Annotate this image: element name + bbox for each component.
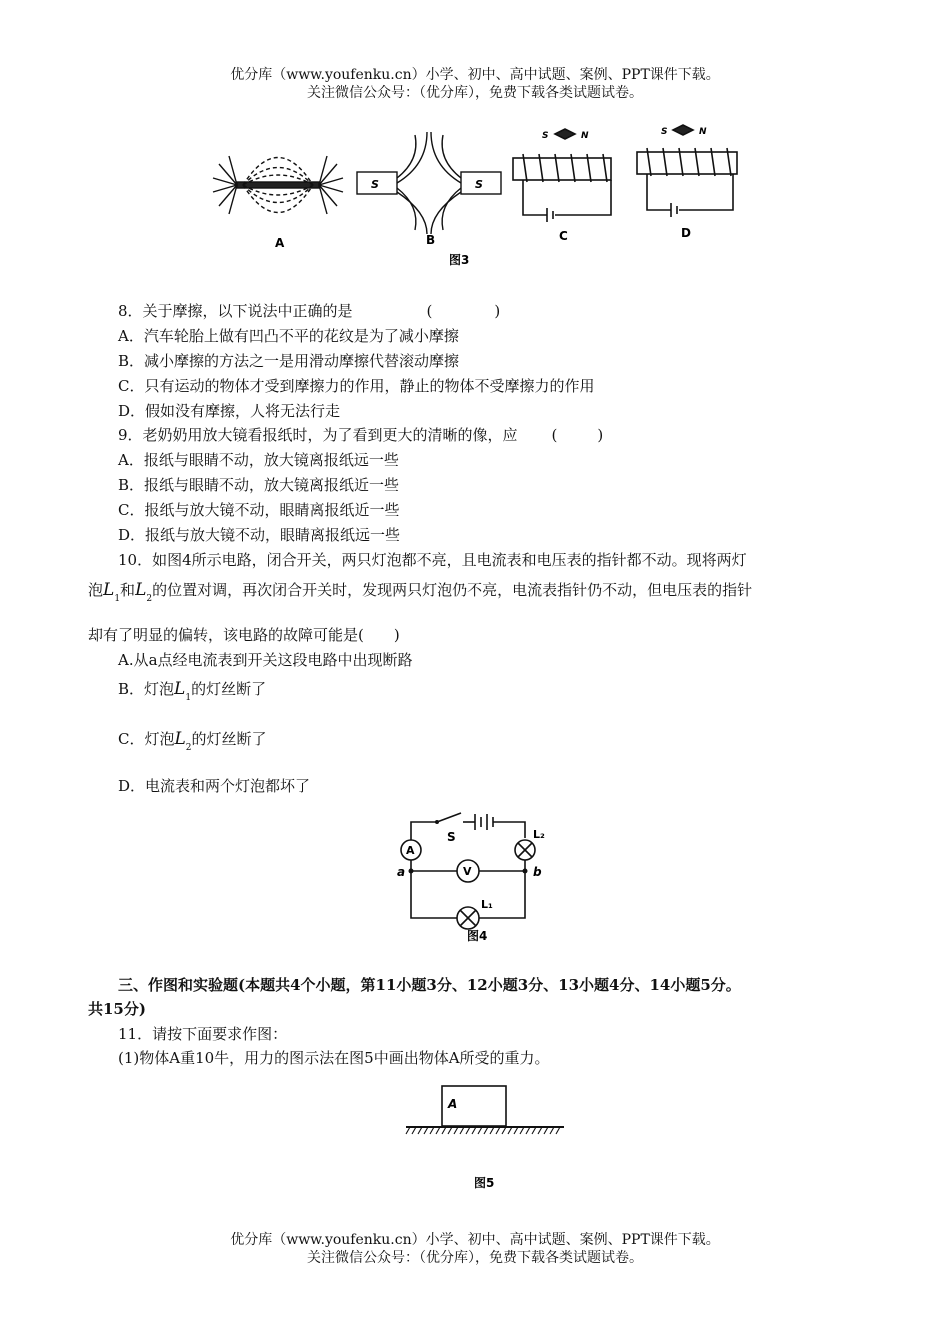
figure-4-lamp-2-label: L₂ bbox=[533, 828, 545, 841]
figure-3-d-compass-s: S bbox=[661, 127, 668, 137]
q9-answer-blank: ( bbox=[551, 426, 558, 444]
figure-4-node-b: b bbox=[533, 865, 542, 879]
q8-stem-row: 8．关于摩擦，以下说法中正确的是 ( ) bbox=[118, 302, 501, 320]
q9-option-d: D．报纸与放大镜不动，眼睛离报纸远一些 bbox=[118, 526, 401, 544]
q10-option-a: A.从a点经电流表到开关这段电路中出现断路 bbox=[118, 651, 413, 669]
q10-line-3: 却有了明显的偏转，该电路的故障可能是( ) bbox=[88, 626, 400, 644]
q8-option-c: C．只有运动的物体才受到摩擦力的作用，静止的物体不受摩擦力的作用 bbox=[118, 377, 595, 395]
q10-option-c: C．灯泡$L_2$的灯丝断了 bbox=[118, 729, 267, 753]
q10-option-c-l2-symbol: $L_2$ bbox=[174, 729, 192, 753]
header-line-2: 关注微信公众号：（优分库），免费下载各类试题试卷。 bbox=[307, 85, 643, 101]
figure-3 bbox=[205, 120, 750, 270]
figure-5-object-label: A bbox=[448, 1097, 458, 1111]
q10-option-d: D．电流表和两个灯泡都坏了 bbox=[118, 777, 311, 795]
q8-option-a: A．汽车轮胎上做有凹凸不平的花纹是为了减小摩擦 bbox=[118, 327, 459, 345]
figure-3-label-c: C bbox=[559, 229, 568, 243]
figure-3-c-solenoid bbox=[513, 129, 611, 222]
q8-option-d: D．假如没有摩擦，人将无法行走 bbox=[118, 402, 341, 420]
figure-4-lamp-1-label: L₁ bbox=[481, 898, 493, 911]
q10-l1-symbol: $L_1$ bbox=[103, 580, 121, 604]
figure-4-voltmeter-label: V bbox=[463, 865, 472, 878]
figure-4-node-a: a bbox=[397, 865, 406, 879]
q9-option-b: B．报纸与眼睛不动，放大镜离报纸近一些 bbox=[118, 476, 400, 494]
figure-3-label-d: D bbox=[681, 226, 691, 240]
figure-3-label-b: B bbox=[426, 233, 436, 247]
figure-3-label-a: A bbox=[275, 236, 285, 250]
figure-3-c-compass-s: S bbox=[542, 131, 549, 141]
figure-5 bbox=[400, 1082, 570, 1194]
q9-option-a: A．报纸与眼睛不动，放大镜离报纸远一些 bbox=[118, 451, 399, 469]
figure-3-d-solenoid bbox=[637, 125, 737, 217]
section-3-title-cont: 共15分) bbox=[88, 1000, 146, 1018]
footer-line-1: 优分库（www.youfenku.cn）小学、初中、高中试题、案例、PPT课件下载。 bbox=[230, 1232, 720, 1248]
q10-option-b: B．灯泡$L_1$的灯丝断了 bbox=[118, 679, 267, 703]
figure-3-caption: 图3 bbox=[449, 253, 470, 267]
figure-4 bbox=[395, 808, 555, 943]
q10-l2-symbol: $L_2$ bbox=[135, 580, 153, 604]
figure-4-ammeter-label: A bbox=[406, 844, 415, 857]
figure-3-b-right-pole: S bbox=[475, 178, 483, 191]
q9-option-c: C．报纸与放大镜不动，眼睛离报纸近一些 bbox=[118, 501, 400, 519]
figure-3-c-compass-n: N bbox=[581, 131, 589, 141]
q8-option-b: B．减小摩擦的方法之一是用滑动摩擦代替滚动摩擦 bbox=[118, 352, 460, 370]
q10-option-b-l1-symbol: $L_1$ bbox=[174, 679, 192, 703]
footer-line-2: 关注微信公众号：（优分库），免费下载各类试题试卷。 bbox=[307, 1250, 643, 1266]
figure-4-caption: 图4 bbox=[467, 929, 488, 943]
q9-stem-row: 9．老奶奶用放大镜看报纸时，为了看到更大的清晰的像，应 ( ) bbox=[118, 426, 604, 444]
section-3-title: 三、作图和实验题(本题共4个小题，第11小题3分、12小题3分、13小题4分、14小题5分。 bbox=[118, 976, 741, 994]
q10-line-1: 10．如图4所示电路，闭合开关，两只灯泡都不亮，且电流表和电压表的指针都不动。现将两灯 bbox=[118, 551, 747, 569]
q8-stem: 8．关于摩擦，以下说法中正确的是 bbox=[118, 302, 353, 320]
q11-stem: 11．请按下面要求作图： bbox=[118, 1025, 288, 1043]
q10-line-2: 泡$L_1$和$L_2$的位置对调，再次闭合开关时，发现两只灯泡仍不亮，电流表指针仍不动，但电压表的指针 bbox=[88, 580, 753, 604]
q11-sub-1: (1)物体A重10牛，用力的图示法在图5中画出物体A所受的重力。 bbox=[118, 1049, 550, 1067]
figure-5-caption: 图5 bbox=[474, 1176, 495, 1190]
header-line-1: 优分库（www.youfenku.cn）小学、初中、高中试题、案例、PPT课件下载。 bbox=[230, 67, 720, 83]
figure-3-d-compass-n: N bbox=[699, 127, 707, 137]
figure-3-a-bar-magnet bbox=[213, 156, 343, 214]
figure-3-b-left-pole: S bbox=[371, 178, 379, 191]
q8-answer-blank: ( bbox=[426, 302, 433, 320]
figure-4-switch-label: S bbox=[447, 830, 456, 844]
q9-stem: 9．老奶奶用放大镜看报纸时，为了看到更大的清晰的像，应 bbox=[118, 426, 518, 444]
